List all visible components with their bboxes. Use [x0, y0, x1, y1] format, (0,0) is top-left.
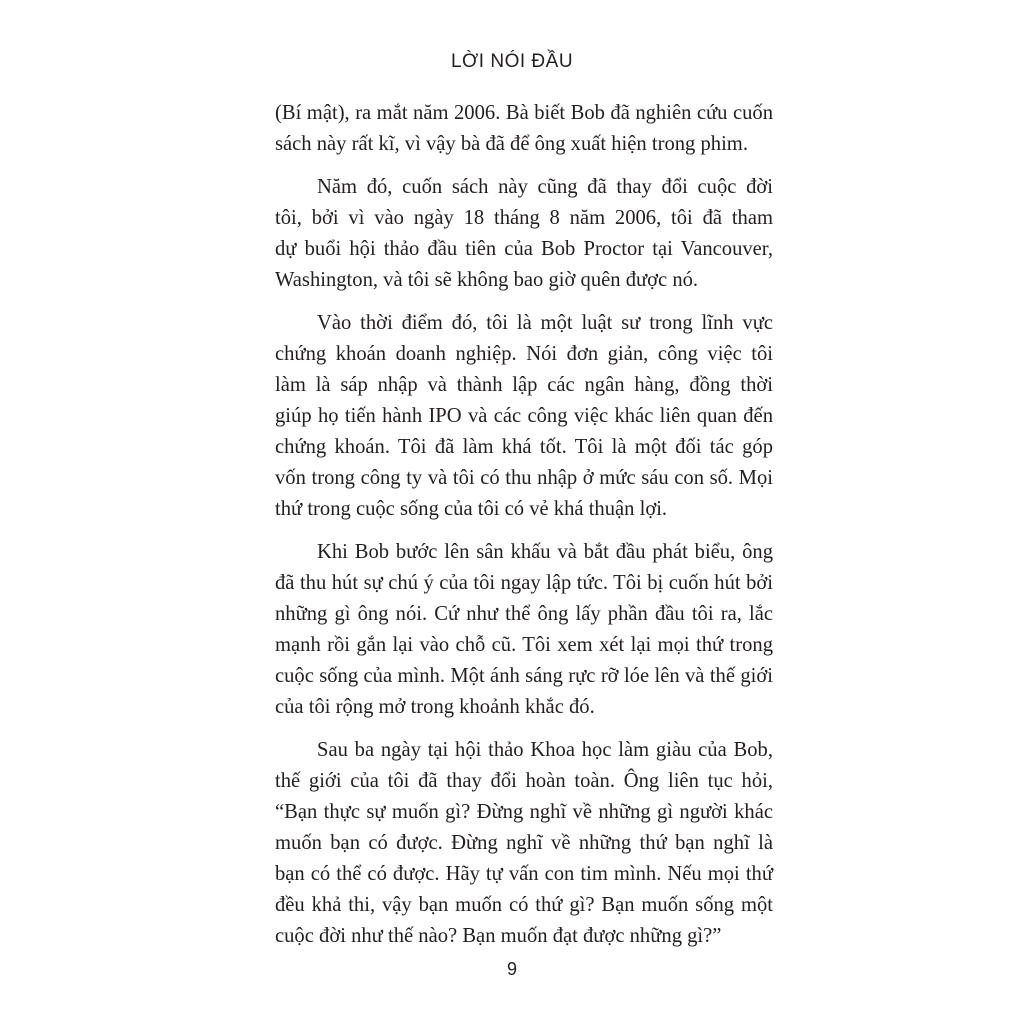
body-text [275, 98, 773, 964]
paragraph-2 [275, 172, 773, 296]
paragraph-4 [275, 537, 773, 723]
text-line: “Bạn thực sự muốn gì? Đừng nghĩ về những gì người khác [275, 801, 773, 823]
text-line: Sau ba ngày tại hội thảo Khoa học làm giàu của Bob, [317, 739, 773, 761]
paragraph-5 [275, 735, 773, 952]
text-line: chứng khoán doanh nghiệp. Nói đơn giản, công việc tôi [275, 343, 773, 365]
text-line: đều khả thi, vậy bạn muốn có thứ gì? Bạn muốn sống một [275, 894, 773, 916]
text-line: giúp họ tiến hành IPO và các công việc khác liên quan đến [275, 405, 773, 427]
text-line: những gì ông nói. Cứ như thể ông lấy phần đầu tôi ra, lắc [275, 603, 773, 625]
paragraph-1 [275, 98, 773, 160]
text-line: Washington, và tôi sẽ không bao giờ quên được nó. [275, 269, 699, 291]
text-line: thứ trong cuộc sống của tôi có vẻ khá thuận lợi. [275, 498, 668, 520]
text-line: tôi, bởi vì vào ngày 18 tháng 8 năm 2006, tôi đã tham [275, 207, 773, 229]
text-line: dự buổi hội thảo đầu tiên của Bob Proctor tại Vancouver, [275, 238, 773, 260]
text-line: bạn có thể có được. Hãy tự vấn con tim mình. Nếu mọi thứ [275, 863, 773, 885]
text-line: làm là sáp nhập và thành lập các ngân hàng, đồng thời [275, 374, 773, 396]
running-head: LỜI NÓI ĐẦU [450, 51, 574, 72]
text-line: sách này rất kĩ, vì vậy bà đã để ông xuất hiện trong phim. [275, 133, 748, 155]
text-line: cuộc đời như thế nào? Bạn muốn đạt được những gì?” [275, 925, 722, 947]
text-line: chứng khoán. Tôi đã làm khá tốt. Tôi là một đối tác góp [275, 436, 773, 458]
text-line: Vào thời điểm đó, tôi là một luật sư trong lĩnh vực [317, 312, 773, 334]
text-line: thế giới của tôi đã thay đổi hoàn toàn. Ông liên tục hỏi, [275, 770, 773, 792]
text-line: (Bí mật), ra mắt năm 2006. Bà biết Bob đã nghiên cứu cuốn [275, 102, 773, 124]
text-line: vốn trong công ty và tôi có thu nhập ở mức sáu con số. Mọi [275, 467, 773, 489]
text-line: Khi Bob bước lên sân khấu và bắt đầu phát biểu, ông [317, 541, 773, 563]
text-line: Năm đó, cuốn sách này cũng đã thay đổi cuộc đời [317, 176, 773, 198]
text-line: muốn bạn có được. Đừng nghĩ về những thứ bạn nghĩ là [275, 832, 773, 854]
text-line: mạnh rồi gắn lại vào chỗ cũ. Tôi xem xét lại mọi thứ trong [275, 634, 773, 656]
text-line: đã thu hút sự chú ý của tôi ngay lập tức. Tôi bị cuốn hút bởi [275, 572, 773, 594]
paragraph-3 [275, 308, 773, 525]
text-line: cuộc sống của mình. Một ánh sáng rực rỡ lóe lên và thế giới [275, 665, 773, 687]
text-line: của tôi rộng mở trong khoảnh khắc đó. [275, 696, 595, 718]
page-number: 9 [506, 959, 517, 979]
